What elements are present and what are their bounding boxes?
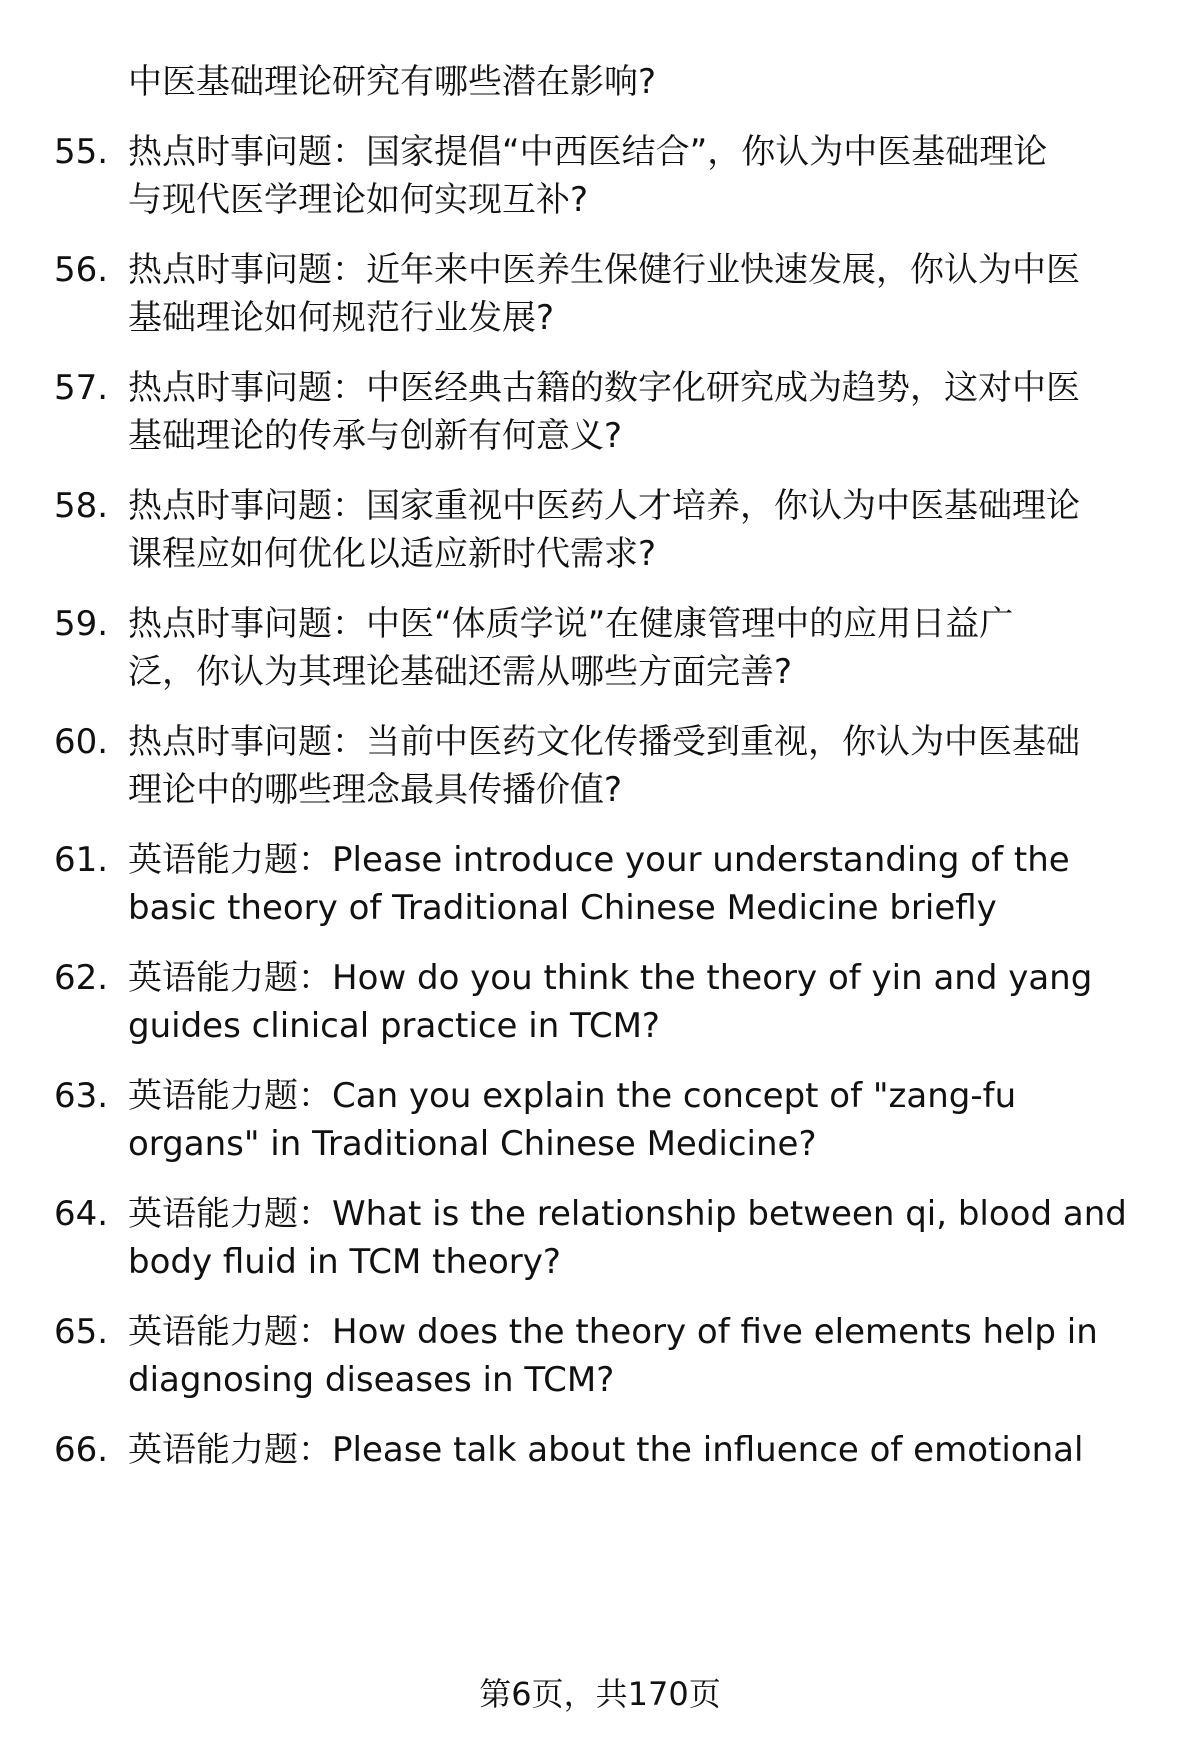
question-number: 55. — [54, 132, 109, 172]
question-number: 57. — [54, 368, 109, 408]
question-text — [128, 954, 1158, 1050]
question-text — [128, 1190, 1158, 1286]
question-line: 英语能力题：Can you explain the concept of "zang-fu — [128, 1076, 1017, 1116]
question-number: 62. — [54, 958, 109, 998]
question-number: 65. — [54, 1312, 109, 1352]
question-line: 泛，你认为其理论基础还需从哪些方面完善? — [128, 652, 793, 692]
question-line: 基础理论如何规范行业发展? — [128, 298, 555, 338]
question-line: 课程应如何优化以适应新时代需求? — [128, 534, 657, 574]
question-line: 英语能力题：Please talk about the influence of emotional — [128, 1430, 1084, 1470]
question-text — [128, 718, 1158, 814]
question-line: 热点时事问题：近年来中医养生保健行业快速发展，你认为中医 — [128, 250, 1080, 290]
question-line: 热点时事问题：中医经典古籍的数字化研究成为趋势，这对中医 — [128, 368, 1080, 408]
question-line: organs" in Traditional Chinese Medicine? — [128, 1124, 817, 1164]
question-line: 基础理论的传承与创新有何意义? — [128, 416, 623, 456]
question-text — [128, 246, 1158, 342]
question-text — [128, 482, 1158, 578]
question-line: 英语能力题：How does the theory of five elements help in — [128, 1312, 1098, 1352]
question-line: 热点时事问题：当前中医药文化传播受到重视，你认为中医基础 — [128, 722, 1080, 762]
question-text — [128, 1426, 1158, 1474]
continuation-text: 中医基础理论研究有哪些潜在影响? — [128, 62, 657, 102]
question-line: 理论中的哪些理念最具传播价值? — [128, 770, 623, 810]
question-line: 英语能力题：How do you think the theory of yin and yang — [128, 958, 1093, 998]
question-line: body fluid in TCM theory? — [128, 1242, 561, 1282]
question-line: 热点时事问题：中医“体质学说”在健康管理中的应用日益广 — [128, 604, 1014, 644]
question-text — [128, 1308, 1158, 1404]
question-number: 58. — [54, 486, 109, 526]
question-line: 与现代医学理论如何实现互补? — [128, 180, 589, 220]
question-number: 61. — [54, 840, 109, 880]
question-line: 英语能力题：What is the relationship between qi, blood and — [128, 1194, 1127, 1234]
question-text — [128, 600, 1158, 696]
question-text — [128, 364, 1158, 460]
question-line: 热点时事问题：国家重视中医药人才培养，你认为中医基础理论 — [128, 486, 1080, 526]
question-number: 63. — [54, 1076, 109, 1116]
question-line: 热点时事问题：国家提倡“中西医结合”，你认为中医基础理论 — [128, 132, 1048, 172]
question-line: guides clinical practice in TCM? — [128, 1006, 660, 1046]
question-line: diagnosing diseases in TCM? — [128, 1360, 615, 1400]
question-number: 66. — [54, 1430, 109, 1470]
page-footer: 第6页，共170页 — [479, 1675, 721, 1713]
question-number: 56. — [54, 250, 109, 290]
question-number: 64. — [54, 1194, 109, 1234]
question-line: 英语能力题：Please introduce your understanding of the — [128, 840, 1070, 880]
question-text — [128, 1072, 1158, 1168]
question-number: 60. — [54, 722, 109, 762]
question-line: basic theory of Traditional Chinese Medicine briefly — [128, 888, 997, 928]
question-number: 59. — [54, 604, 109, 644]
question-text — [128, 836, 1158, 932]
question-text — [128, 128, 1158, 224]
